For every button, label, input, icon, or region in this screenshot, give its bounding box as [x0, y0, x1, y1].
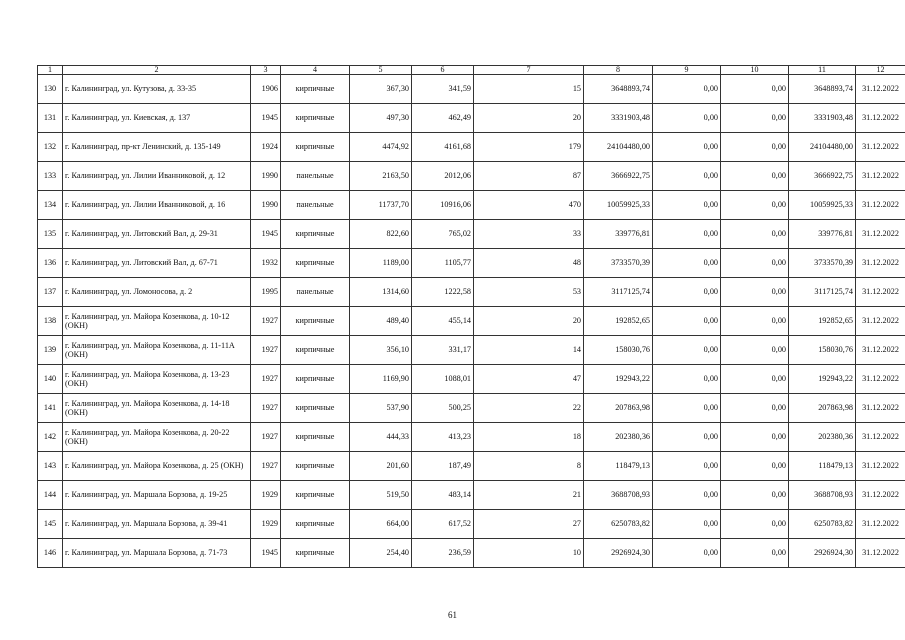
funding-source-a-cell: 0,00: [653, 249, 721, 278]
table-row: [38, 510, 905, 539]
funding-source-b-cell: 0,00: [721, 278, 789, 307]
wall-material-cell: кирпичные: [281, 481, 350, 510]
row-number-cell: 135: [38, 220, 63, 249]
living-area-cell: 236,59: [412, 539, 474, 568]
total-cost-cell: 3331903,48: [584, 104, 653, 133]
address-cell: г. Калининград, ул. Литовский Вал, д. 67-71: [63, 249, 251, 278]
other-funding-cell: 2926924,30: [789, 539, 856, 568]
living-area-cell: 617,52: [412, 510, 474, 539]
row-number-cell: 138: [38, 307, 63, 336]
funding-source-b-cell: 0,00: [721, 481, 789, 510]
address-cell: г. Калининград, ул. Майора Козенкова, д. 10-12 (ОКН): [63, 307, 251, 336]
deadline-date-cell: 31.12.2022: [856, 104, 905, 133]
other-funding-cell: 3117125,74: [789, 278, 856, 307]
funding-source-a-cell: 0,00: [653, 510, 721, 539]
table-body: [38, 66, 905, 568]
funding-source-b-cell: 0,00: [721, 249, 789, 278]
year-built-cell: 1906: [251, 75, 281, 104]
total-area-cell: 201,60: [350, 452, 412, 481]
address-cell: г. Калининград, ул. Маршала Борзова, д. 39-41: [63, 510, 251, 539]
year-built-cell: 1995: [251, 278, 281, 307]
address-cell: г. Калининград, ул. Майора Козенкова, д. 20-22 (ОКН): [63, 423, 251, 452]
address-cell: г. Калининград, ул. Майора Козенкова, д. 11-11А (ОКН): [63, 336, 251, 365]
total-cost-cell: 3117125,74: [584, 278, 653, 307]
funding-source-a-cell: 0,00: [653, 365, 721, 394]
year-built-cell: 1927: [251, 336, 281, 365]
column-header: 6: [412, 66, 474, 75]
wall-material-cell: кирпичные: [281, 336, 350, 365]
living-area-cell: 341,59: [412, 75, 474, 104]
table-row: [38, 104, 905, 133]
other-funding-cell: 3666922,75: [789, 162, 856, 191]
year-built-cell: 1945: [251, 220, 281, 249]
total-area-cell: 367,30: [350, 75, 412, 104]
deadline-date-cell: 31.12.2022: [856, 191, 905, 220]
table-row: [38, 191, 905, 220]
year-built-cell: 1945: [251, 539, 281, 568]
table-row: [38, 133, 905, 162]
funding-source-a-cell: 0,00: [653, 481, 721, 510]
table-row: [38, 162, 905, 191]
funding-source-b-cell: 0,00: [721, 452, 789, 481]
year-built-cell: 1990: [251, 191, 281, 220]
year-built-cell: 1927: [251, 452, 281, 481]
other-funding-cell: 24104480,00: [789, 133, 856, 162]
row-number-cell: 132: [38, 133, 63, 162]
funding-source-b-cell: 0,00: [721, 510, 789, 539]
funding-source-b-cell: 0,00: [721, 307, 789, 336]
total-area-cell: 1314,60: [350, 278, 412, 307]
deadline-date-cell: 31.12.2022: [856, 278, 905, 307]
deadline-date-cell: 31.12.2022: [856, 162, 905, 191]
residents-count-cell: 15: [474, 75, 584, 104]
living-area-cell: 413,23: [412, 423, 474, 452]
deadline-date-cell: 31.12.2022: [856, 75, 905, 104]
address-cell: г. Калининград, ул. Маршала Борзова, д. 19-25: [63, 481, 251, 510]
funding-source-a-cell: 0,00: [653, 539, 721, 568]
total-cost-cell: 202380,36: [584, 423, 653, 452]
other-funding-cell: 339776,81: [789, 220, 856, 249]
funding-source-a-cell: 0,00: [653, 104, 721, 133]
address-cell: г. Калининград, ул. Литовский Вал, д. 29-31: [63, 220, 251, 249]
wall-material-cell: кирпичные: [281, 423, 350, 452]
funding-source-b-cell: 0,00: [721, 365, 789, 394]
year-built-cell: 1924: [251, 133, 281, 162]
wall-material-cell: кирпичные: [281, 510, 350, 539]
living-area-cell: 765,02: [412, 220, 474, 249]
year-built-cell: 1927: [251, 365, 281, 394]
total-cost-cell: 3688708,93: [584, 481, 653, 510]
deadline-date-cell: 31.12.2022: [856, 510, 905, 539]
other-funding-cell: 3331903,48: [789, 104, 856, 133]
residents-count-cell: 33: [474, 220, 584, 249]
other-funding-cell: 192943,22: [789, 365, 856, 394]
row-number-cell: 142: [38, 423, 63, 452]
living-area-cell: 462,49: [412, 104, 474, 133]
address-cell: г. Калининград, ул. Ломоносова, д. 2: [63, 278, 251, 307]
page-number: 61: [448, 610, 457, 620]
living-area-cell: 1105,77: [412, 249, 474, 278]
residents-count-cell: 27: [474, 510, 584, 539]
residents-count-cell: 53: [474, 278, 584, 307]
total-cost-cell: 339776,81: [584, 220, 653, 249]
residents-count-cell: 179: [474, 133, 584, 162]
total-area-cell: 537,90: [350, 394, 412, 423]
table-row: [38, 336, 905, 365]
row-number-cell: 140: [38, 365, 63, 394]
table-row: [38, 307, 905, 336]
funding-source-a-cell: 0,00: [653, 75, 721, 104]
address-cell: г. Калининград, ул. Лилии Иванниковой, д. 12: [63, 162, 251, 191]
wall-material-cell: кирпичные: [281, 133, 350, 162]
column-header: 1: [38, 66, 63, 75]
address-cell: г. Калининград, ул. Майора Козенкова, д. 25 (ОКН): [63, 452, 251, 481]
total-cost-cell: 158030,76: [584, 336, 653, 365]
deadline-date-cell: 31.12.2022: [856, 539, 905, 568]
total-area-cell: 356,10: [350, 336, 412, 365]
document-sheet: [37, 65, 899, 568]
row-number-cell: 133: [38, 162, 63, 191]
funding-source-b-cell: 0,00: [721, 336, 789, 365]
year-built-cell: 1932: [251, 249, 281, 278]
total-cost-cell: 10059925,33: [584, 191, 653, 220]
total-cost-cell: 192852,65: [584, 307, 653, 336]
wall-material-cell: кирпичные: [281, 394, 350, 423]
column-number-row: [38, 66, 905, 75]
table-row: [38, 539, 905, 568]
year-built-cell: 1945: [251, 104, 281, 133]
total-area-cell: 2163,50: [350, 162, 412, 191]
deadline-date-cell: 31.12.2022: [856, 365, 905, 394]
other-funding-cell: 207863,98: [789, 394, 856, 423]
wall-material-cell: кирпичные: [281, 452, 350, 481]
total-cost-cell: 192943,22: [584, 365, 653, 394]
funding-source-a-cell: 0,00: [653, 191, 721, 220]
living-area-cell: 483,14: [412, 481, 474, 510]
other-funding-cell: 3733570,39: [789, 249, 856, 278]
column-header: 9: [653, 66, 721, 75]
other-funding-cell: 3648893,74: [789, 75, 856, 104]
total-area-cell: 497,30: [350, 104, 412, 133]
living-area-cell: 331,17: [412, 336, 474, 365]
living-area-cell: 455,14: [412, 307, 474, 336]
deadline-date-cell: 31.12.2022: [856, 336, 905, 365]
wall-material-cell: панельные: [281, 162, 350, 191]
year-built-cell: 1929: [251, 510, 281, 539]
wall-material-cell: кирпичные: [281, 104, 350, 133]
table-row: [38, 365, 905, 394]
deadline-date-cell: 31.12.2022: [856, 452, 905, 481]
wall-material-cell: панельные: [281, 191, 350, 220]
residents-count-cell: 47: [474, 365, 584, 394]
total-area-cell: 1189,00: [350, 249, 412, 278]
funding-source-a-cell: 0,00: [653, 336, 721, 365]
funding-source-b-cell: 0,00: [721, 162, 789, 191]
living-area-cell: 2012,06: [412, 162, 474, 191]
address-cell: г. Калининград, ул. Маршала Борзова, д. 71-73: [63, 539, 251, 568]
funding-source-a-cell: 0,00: [653, 394, 721, 423]
funding-source-b-cell: 0,00: [721, 394, 789, 423]
column-header: 11: [789, 66, 856, 75]
residents-count-cell: 21: [474, 481, 584, 510]
other-funding-cell: 6250783,82: [789, 510, 856, 539]
residents-count-cell: 22: [474, 394, 584, 423]
address-cell: г. Калининград, ул. Киевская, д. 137: [63, 104, 251, 133]
housing-register-table: [37, 65, 905, 568]
funding-source-a-cell: 0,00: [653, 278, 721, 307]
total-area-cell: 519,50: [350, 481, 412, 510]
column-header: 2: [63, 66, 251, 75]
total-area-cell: 254,40: [350, 539, 412, 568]
wall-material-cell: кирпичные: [281, 539, 350, 568]
column-header: 7: [474, 66, 584, 75]
total-cost-cell: 3648893,74: [584, 75, 653, 104]
other-funding-cell: 10059925,33: [789, 191, 856, 220]
column-header: 10: [721, 66, 789, 75]
living-area-cell: 1222,58: [412, 278, 474, 307]
total-cost-cell: 118479,13: [584, 452, 653, 481]
total-area-cell: 4474,92: [350, 133, 412, 162]
funding-source-b-cell: 0,00: [721, 220, 789, 249]
row-number-cell: 136: [38, 249, 63, 278]
total-area-cell: 822,60: [350, 220, 412, 249]
other-funding-cell: 3688708,93: [789, 481, 856, 510]
total-area-cell: 489,40: [350, 307, 412, 336]
total-area-cell: 1169,90: [350, 365, 412, 394]
total-cost-cell: 2926924,30: [584, 539, 653, 568]
deadline-date-cell: 31.12.2022: [856, 133, 905, 162]
total-area-cell: 11737,70: [350, 191, 412, 220]
column-header: 3: [251, 66, 281, 75]
total-area-cell: 444,33: [350, 423, 412, 452]
deadline-date-cell: 31.12.2022: [856, 220, 905, 249]
column-header: 5: [350, 66, 412, 75]
column-header: 4: [281, 66, 350, 75]
residents-count-cell: 470: [474, 191, 584, 220]
address-cell: г. Калининград, ул. Кутузова, д. 33-35: [63, 75, 251, 104]
table-row: [38, 481, 905, 510]
residents-count-cell: 48: [474, 249, 584, 278]
table-row: [38, 278, 905, 307]
residents-count-cell: 20: [474, 307, 584, 336]
row-number-cell: 144: [38, 481, 63, 510]
funding-source-a-cell: 0,00: [653, 423, 721, 452]
living-area-cell: 500,25: [412, 394, 474, 423]
living-area-cell: 187,49: [412, 452, 474, 481]
wall-material-cell: кирпичные: [281, 220, 350, 249]
total-cost-cell: 207863,98: [584, 394, 653, 423]
deadline-date-cell: 31.12.2022: [856, 423, 905, 452]
year-built-cell: 1927: [251, 423, 281, 452]
address-cell: г. Калининград, ул. Лилии Иванниковой, д. 16: [63, 191, 251, 220]
row-number-cell: 139: [38, 336, 63, 365]
funding-source-b-cell: 0,00: [721, 104, 789, 133]
funding-source-b-cell: 0,00: [721, 133, 789, 162]
row-number-cell: 146: [38, 539, 63, 568]
year-built-cell: 1929: [251, 481, 281, 510]
wall-material-cell: кирпичные: [281, 75, 350, 104]
deadline-date-cell: 31.12.2022: [856, 249, 905, 278]
column-header: 12: [856, 66, 905, 75]
address-cell: г. Калининград, ул. Майора Козенкова, д. 14-18 (ОКН): [63, 394, 251, 423]
funding-source-a-cell: 0,00: [653, 133, 721, 162]
row-number-cell: 130: [38, 75, 63, 104]
wall-material-cell: кирпичные: [281, 307, 350, 336]
living-area-cell: 4161,68: [412, 133, 474, 162]
table-row: [38, 75, 905, 104]
other-funding-cell: 118479,13: [789, 452, 856, 481]
table-row: [38, 423, 905, 452]
table-row: [38, 452, 905, 481]
total-cost-cell: 6250783,82: [584, 510, 653, 539]
funding-source-b-cell: 0,00: [721, 191, 789, 220]
column-header: 8: [584, 66, 653, 75]
total-area-cell: 664,00: [350, 510, 412, 539]
year-built-cell: 1990: [251, 162, 281, 191]
deadline-date-cell: 31.12.2022: [856, 481, 905, 510]
residents-count-cell: 10: [474, 539, 584, 568]
year-built-cell: 1927: [251, 394, 281, 423]
residents-count-cell: 87: [474, 162, 584, 191]
total-cost-cell: 3733570,39: [584, 249, 653, 278]
funding-source-a-cell: 0,00: [653, 162, 721, 191]
row-number-cell: 141: [38, 394, 63, 423]
table-row: [38, 249, 905, 278]
residents-count-cell: 20: [474, 104, 584, 133]
wall-material-cell: панельные: [281, 278, 350, 307]
year-built-cell: 1927: [251, 307, 281, 336]
deadline-date-cell: 31.12.2022: [856, 394, 905, 423]
other-funding-cell: 202380,36: [789, 423, 856, 452]
row-number-cell: 137: [38, 278, 63, 307]
row-number-cell: 143: [38, 452, 63, 481]
living-area-cell: 10916,06: [412, 191, 474, 220]
total-cost-cell: 24104480,00: [584, 133, 653, 162]
total-cost-cell: 3666922,75: [584, 162, 653, 191]
residents-count-cell: 8: [474, 452, 584, 481]
living-area-cell: 1088,01: [412, 365, 474, 394]
table-row: [38, 220, 905, 249]
address-cell: г. Калининград, пр-кт Ленинский, д. 135-149: [63, 133, 251, 162]
other-funding-cell: 192852,65: [789, 307, 856, 336]
other-funding-cell: 158030,76: [789, 336, 856, 365]
wall-material-cell: кирпичные: [281, 249, 350, 278]
funding-source-b-cell: 0,00: [721, 539, 789, 568]
residents-count-cell: 18: [474, 423, 584, 452]
wall-material-cell: кирпичные: [281, 365, 350, 394]
funding-source-b-cell: 0,00: [721, 75, 789, 104]
row-number-cell: 134: [38, 191, 63, 220]
funding-source-a-cell: 0,00: [653, 220, 721, 249]
funding-source-a-cell: 0,00: [653, 307, 721, 336]
address-cell: г. Калининград, ул. Майора Козенкова, д. 13-23 (ОКН): [63, 365, 251, 394]
row-number-cell: 145: [38, 510, 63, 539]
residents-count-cell: 14: [474, 336, 584, 365]
deadline-date-cell: 31.12.2022: [856, 307, 905, 336]
row-number-cell: 131: [38, 104, 63, 133]
table-row: [38, 394, 905, 423]
funding-source-b-cell: 0,00: [721, 423, 789, 452]
funding-source-a-cell: 0,00: [653, 452, 721, 481]
